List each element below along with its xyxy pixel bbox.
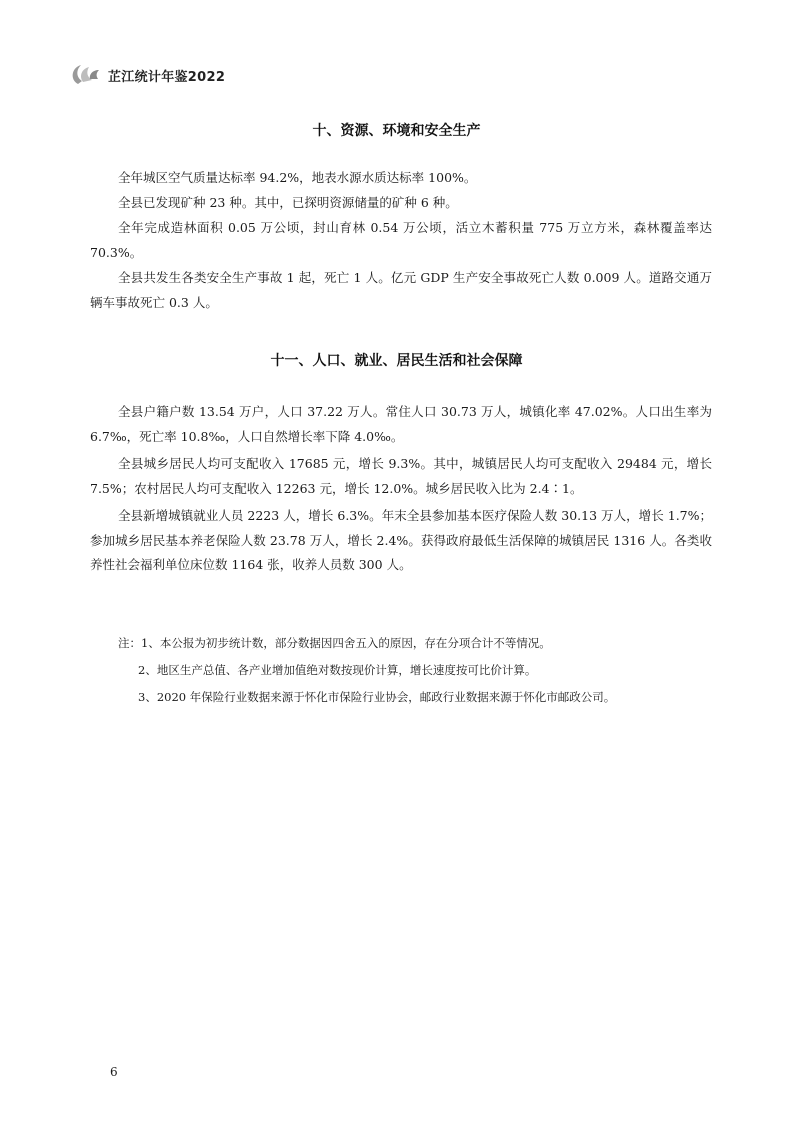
- section-title-resources: 十、资源、环境和安全生产: [312, 123, 481, 139]
- footnotes: [118, 630, 718, 711]
- page-number: 6: [110, 1065, 118, 1079]
- paragraph-air-water-quality: 全年城区空气质量达标率 94.2%，地表水源水质达标率 100%。: [118, 170, 477, 185]
- paragraph-safety-accidents: 全县共发生各类安全生产事故 1 起，死亡 1 人。亿元 GDP 生产安全事故死亡人数 0.009 人。道路交通万辆车事故死亡 0.3 人。: [90, 270, 712, 310]
- paragraph-forestry: 全年完成造林面积 0.05 万公顷，封山育林 0.54 万公顷，活立木蓄积量 775 万立方米，森林覆盖率达 70.3%。: [90, 220, 712, 260]
- page-header: [68, 62, 728, 90]
- yearbook-logo-icon: [68, 62, 102, 88]
- footnote-1: 注：1、本公报为初步统计数，部分数据因四舍五入的原因，存在分项合计不等情况。: [118, 636, 551, 650]
- section-title-population: 十一、人口、就业、居民生活和社会保障: [270, 353, 523, 369]
- paragraph-income: 全县城乡居民人均可支配收入 17685 元，增长 9.3%。其中，城镇居民人均可支配收入 29484 元，增长 7.5%；农村居民人均可支配收入 12263 元，增长 12.0%。城乡居民收入比为 2.4∶1。: [90, 456, 712, 496]
- footnote-2: 2、地区生产总值、各产业增加值绝对数按现价计算，增长速度按可比价计算。: [138, 663, 537, 677]
- footnote-3: 3、2020 年保险行业数据来源于怀化市保险行业协会，邮政行业数据来源于怀化市邮政公司。: [138, 690, 616, 704]
- paragraph-employment-insurance: 全县新增城镇就业人员 2223 人，增长 6.3%。年末全县参加基本医疗保险人数 30.13 万人，增长 1.7%；参加城乡居民基本养老保险人数 23.78 万人，增长 2.4%。获得政府最低生活保障的城镇居民 1316 人。各类收养性社会福利单位床位数 1164 张，收养人员数 300 人。: [90, 508, 712, 572]
- yearbook-title: 芷江统计年鉴2022: [108, 70, 226, 85]
- paragraph-population: 全县户籍户数 13.54 万户，人口 37.22 万人。常住人口 30.73 万人，城镇化率 47.02%。人口出生率为 6.7‰，死亡率 10.8‰，人口自然增长率下降 4.0‰。: [90, 404, 712, 444]
- paragraph-minerals: 全县已发现矿种 23 种。其中，已探明资源储量的矿种 6 种。: [118, 195, 458, 210]
